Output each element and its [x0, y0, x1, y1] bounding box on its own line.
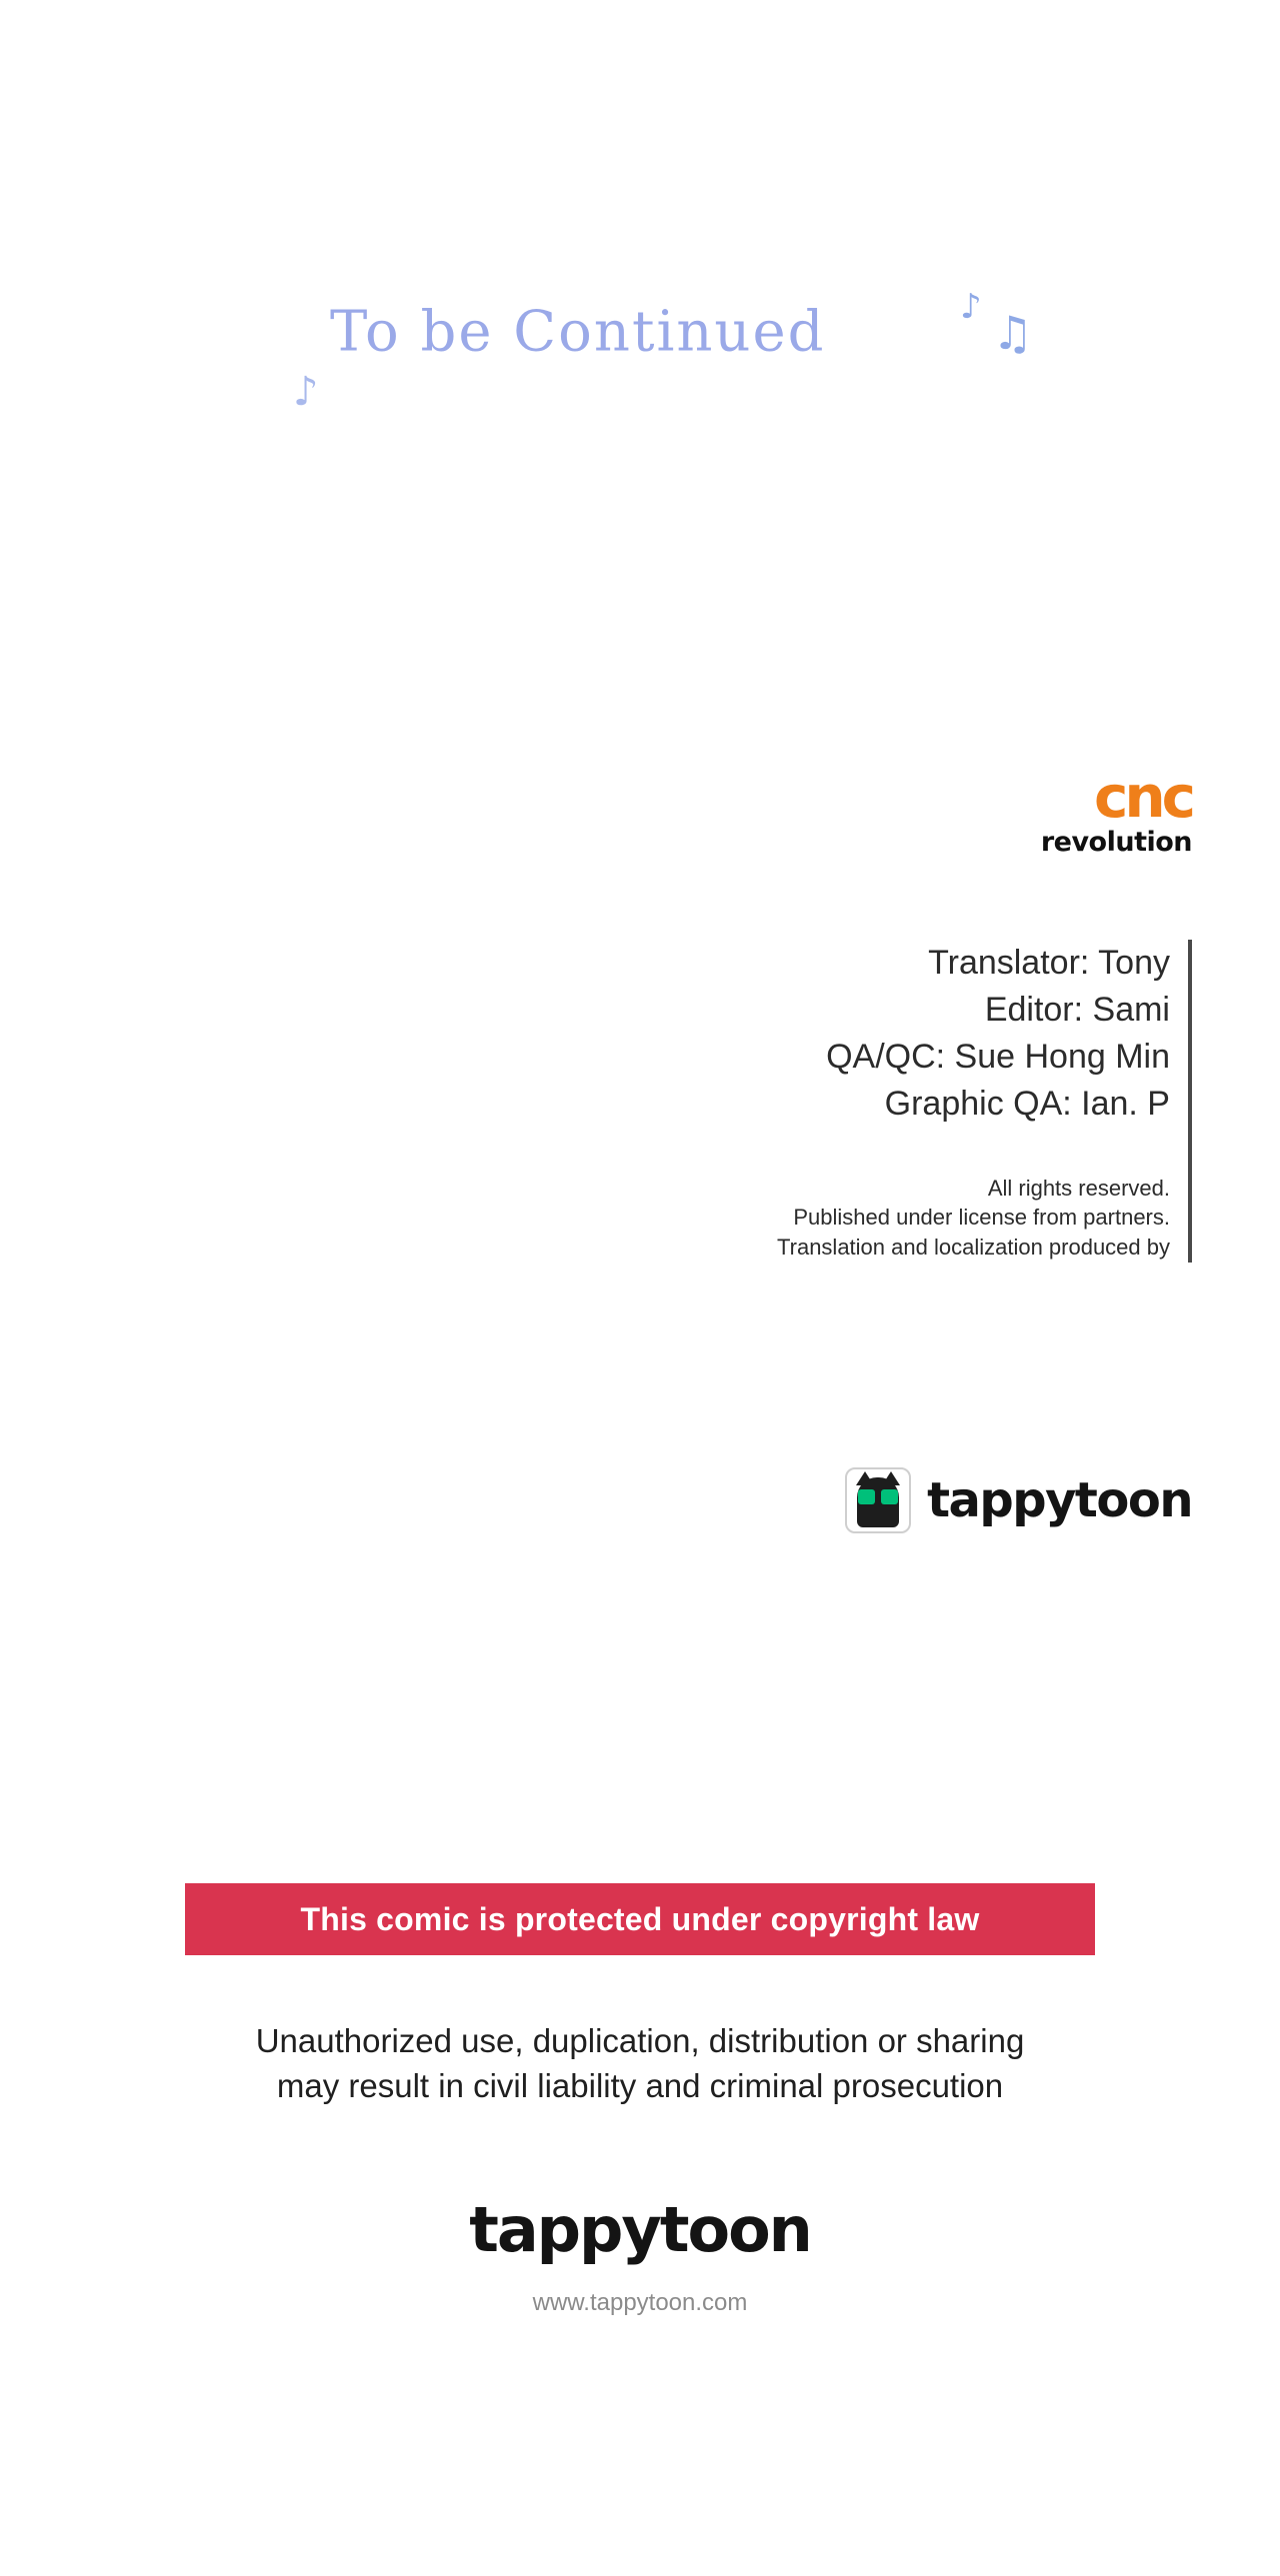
credit-graphic-qa: Graphic QA: Ian. P	[884, 1084, 1170, 1123]
cat-with-glasses-icon	[845, 1467, 911, 1533]
to-be-continued-block	[0, 150, 1280, 415]
credits-block	[492, 940, 1192, 1263]
studio-logo	[932, 763, 1192, 859]
music-notes-icon: ♫	[992, 306, 1034, 360]
credit-qa-qc: QA/QC: Sue Hong Min	[826, 1037, 1170, 1076]
copyright-banner-text: This comic is protected under copyright law	[300, 1900, 980, 1937]
cat-lens-left-icon	[858, 1489, 875, 1504]
credit-editor: Editor: Sami	[984, 990, 1170, 1029]
legal-rights: All rights reserved.	[987, 1175, 1170, 1201]
usage-warning	[0, 2019, 1280, 2108]
usage-warning-line-2: may result in civil liability and criminal prosecution	[276, 2066, 1004, 2104]
legal-block	[492, 1174, 1170, 1263]
to-be-continued-text: To be Continued	[330, 299, 826, 365]
usage-warning-line-1: Unauthorized use, duplication, distribution or sharing	[255, 2022, 1025, 2059]
cat-glasses-icon	[858, 1489, 898, 1504]
footer-wordmark: tappytoon	[469, 2193, 811, 2266]
footer-brand	[0, 2193, 1280, 2317]
music-note-icon: ♪	[293, 369, 319, 415]
studio-logo-subtitle: revolution	[1040, 827, 1192, 859]
publisher-wordmark: tappytoon	[927, 1472, 1192, 1528]
legal-license: Published under license from partners.	[793, 1205, 1170, 1231]
publisher-logo	[845, 1467, 1192, 1533]
credit-translator: Translator: Tony	[928, 944, 1170, 982]
footer-website-url[interactable]: www.tappytoon.com	[532, 2289, 748, 2316]
copyright-banner	[185, 1883, 1095, 1955]
legal-localization: Translation and localization produced by	[777, 1235, 1170, 1260]
cat-lens-right-icon	[881, 1489, 898, 1504]
studio-logo-mark: cnc	[1093, 763, 1192, 831]
music-note-icon: ♪	[960, 287, 982, 327]
